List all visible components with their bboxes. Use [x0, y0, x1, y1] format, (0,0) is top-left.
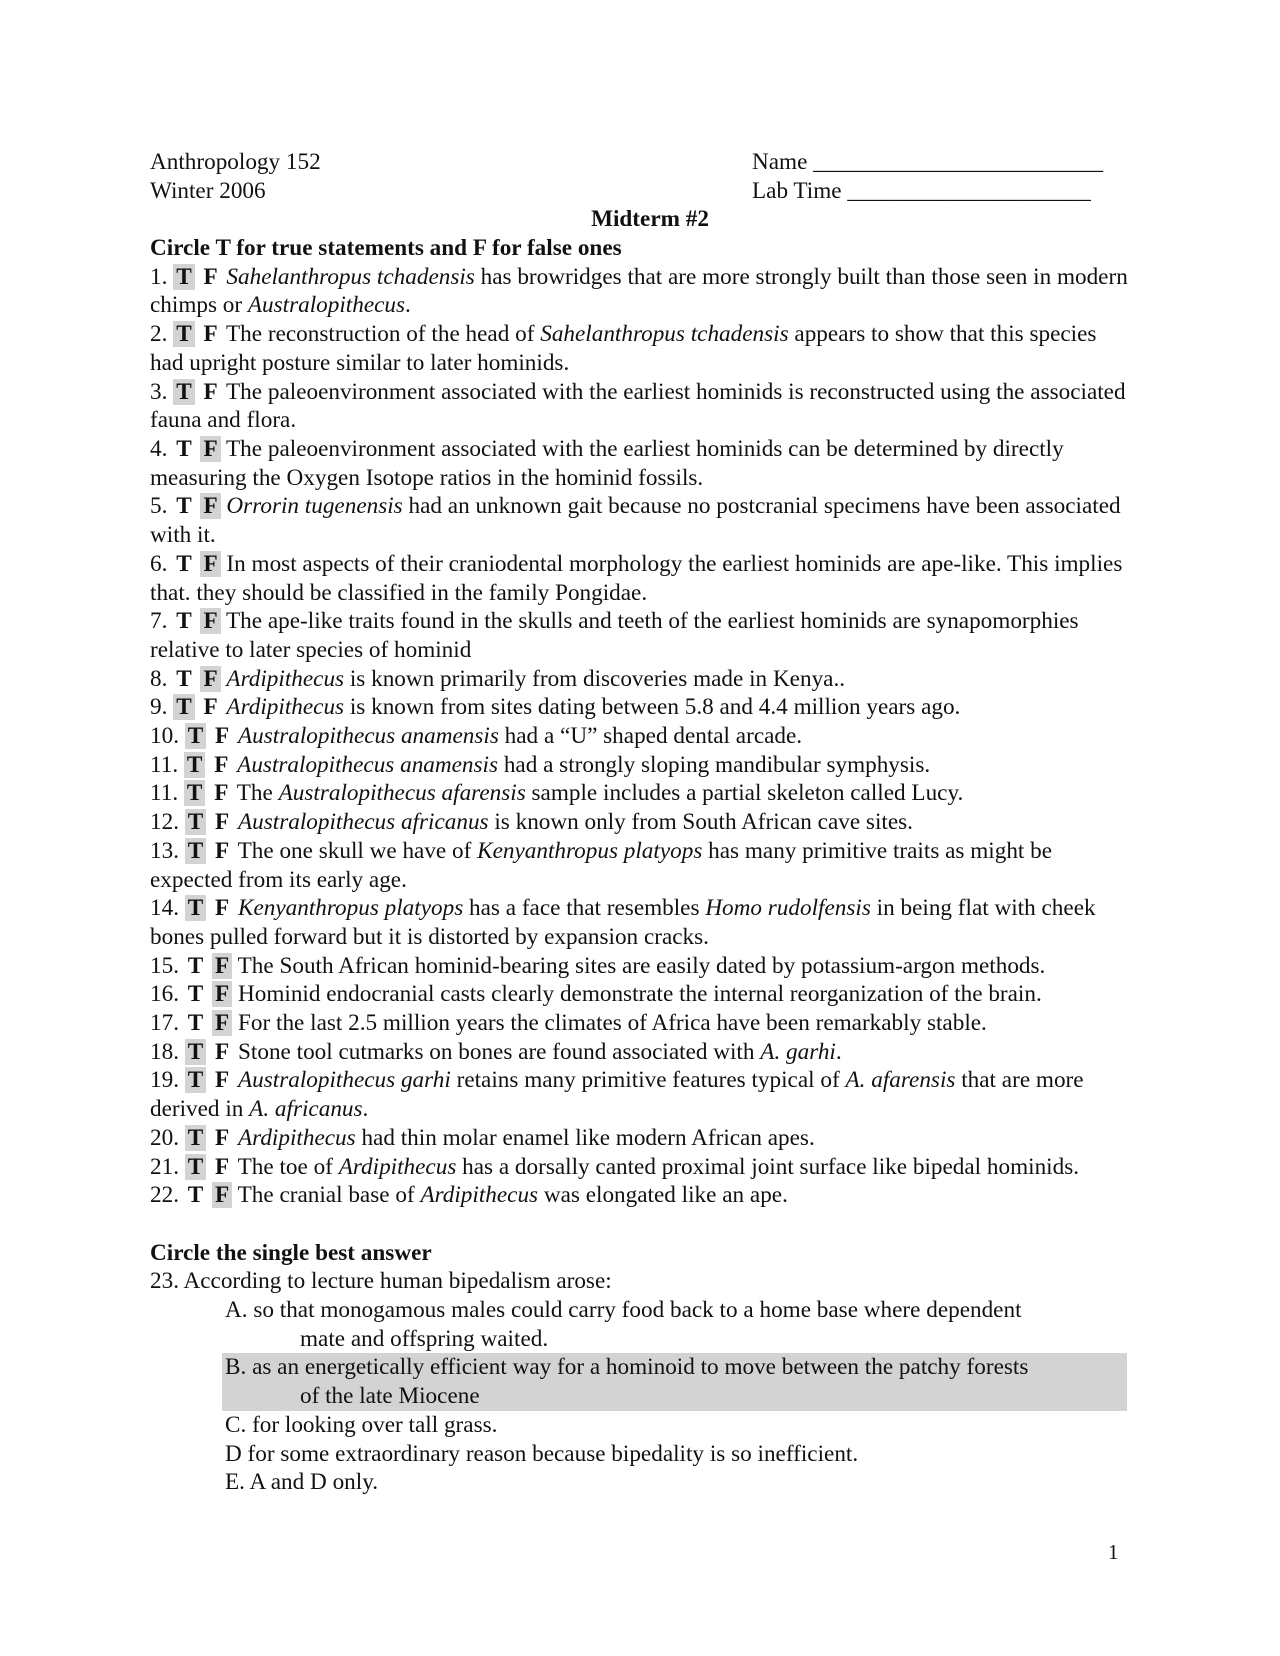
- answer-option[interactable]: [150, 1296, 1130, 1353]
- tf-item: [150, 751, 1130, 780]
- true-option[interactable]: T: [176, 608, 192, 635]
- false-option[interactable]: F: [212, 1010, 232, 1036]
- species-name: Ardipithecus: [338, 1153, 457, 1180]
- header: [150, 148, 1130, 205]
- item-number: 17.: [150, 1010, 179, 1037]
- species-name: Homo rudolfensis: [705, 895, 871, 922]
- statement-text: is known only from South African cave sites.: [488, 809, 913, 836]
- true-option[interactable]: T: [185, 895, 206, 921]
- false-option[interactable]: F: [203, 321, 218, 348]
- item-number: 3.: [150, 378, 168, 405]
- option-label: A.: [225, 1297, 248, 1324]
- item-number: 8.: [150, 665, 168, 692]
- false-option[interactable]: F: [214, 780, 229, 807]
- tf-item: [150, 263, 1130, 320]
- false-option[interactable]: F: [203, 694, 218, 721]
- statement-text: .: [362, 1096, 369, 1123]
- item-number: 11.: [150, 751, 179, 778]
- course-info: [150, 148, 321, 205]
- statement-text: Stone tool cutmarks on bones are found associated with: [238, 1038, 761, 1065]
- false-option[interactable]: F: [200, 551, 220, 577]
- exam-page: [150, 148, 1130, 1497]
- statement-text: has many primitive traits as might be expected from its early age.: [150, 837, 1053, 893]
- false-option[interactable]: F: [212, 953, 232, 979]
- true-option[interactable]: T: [176, 493, 192, 520]
- option-text: A and D only.: [249, 1469, 379, 1496]
- tf-item: [150, 320, 1130, 377]
- true-option[interactable]: T: [185, 1154, 206, 1180]
- option-label: E.: [225, 1469, 245, 1496]
- item-number: 7.: [150, 608, 168, 635]
- true-option[interactable]: T: [173, 694, 194, 720]
- student-info: [752, 148, 1103, 205]
- name-label: Name: [752, 149, 808, 175]
- option-text: for looking over tall grass.: [252, 1411, 498, 1438]
- statement-text: The cranial base of: [237, 1182, 421, 1209]
- statement-text: For the last 2.5 million years the climates of Africa have been remarkably stable.: [238, 1010, 987, 1037]
- lab-time-label: Lab Time: [752, 177, 842, 204]
- true-option[interactable]: T: [187, 1010, 204, 1037]
- species-name: Sahelanthropus tchadensis: [540, 321, 789, 348]
- item-number: 4.: [150, 435, 168, 462]
- item-number: 16.: [150, 981, 179, 1008]
- statement-text: The ape-like traits found in the skulls and teeth of the earliest hominids are synapomorphies relative to later species of hominid: [150, 608, 1079, 663]
- item-number: 18.: [150, 1038, 179, 1065]
- species-name: Ardipithecus: [238, 1124, 356, 1151]
- tf-item: [150, 1038, 1130, 1067]
- statement-text: The reconstruction of the head of: [226, 321, 541, 348]
- tf-item: [150, 952, 1130, 981]
- false-option[interactable]: F: [200, 436, 220, 462]
- statement-text: The South African hominid-bearing sites are easily dated by potassium-argon methods.: [237, 952, 1046, 979]
- page-number: 1: [1108, 1540, 1119, 1564]
- statement-text: has a face that resembles: [463, 895, 706, 922]
- tf-item: [150, 550, 1130, 607]
- statement-text: .: [405, 292, 411, 319]
- option-label: C.: [225, 1411, 247, 1438]
- false-option[interactable]: F: [203, 378, 218, 405]
- section2-instructions: Circle the single best answer: [150, 1239, 432, 1266]
- option-text-continued: mate and offspring waited.: [300, 1325, 549, 1352]
- item-number: 13.: [150, 837, 179, 864]
- statement-text: in being flat with cheek bones pulled forward but it is distorted by expansion cracks.: [150, 895, 1096, 950]
- statement-text: The one skull we have of: [237, 837, 478, 864]
- statement-text: The paleoenvironment associated with the earliest hominids can be determined by directly measuring the Oxygen Isotope ratios in the hominid fossils.: [150, 435, 1064, 491]
- statement-text: was elongated like an ape.: [538, 1182, 788, 1209]
- false-option[interactable]: F: [214, 751, 229, 778]
- tf-item: [150, 435, 1130, 492]
- false-option[interactable]: F: [212, 1182, 232, 1208]
- section1-instructions: Circle T for true statements and F for false ones: [150, 235, 622, 262]
- name-line: _________________________: [813, 149, 1104, 175]
- tf-item: [150, 378, 1130, 435]
- statement-text: In most aspects of their craniodental morphology the earliest hominids are ape-like. This implies that. they should be classified in the family Pongidae.: [150, 550, 1123, 606]
- species-name: Sahelanthropus tchadensis: [226, 263, 475, 290]
- tf-item: [150, 1153, 1130, 1182]
- item-number: 15.: [150, 952, 179, 979]
- true-option[interactable]: T: [176, 435, 192, 462]
- statement-text: had an unknown gait because no postcranial specimens have been associated with it.: [150, 493, 1121, 549]
- false-option[interactable]: F: [200, 493, 220, 519]
- species-name: Australopithecus africanus: [238, 809, 489, 836]
- false-option[interactable]: F: [200, 608, 220, 634]
- species-name: A. garhi: [760, 1038, 836, 1065]
- species-name: Ardipithecus: [226, 694, 345, 721]
- item-number: 20.: [150, 1124, 179, 1151]
- false-option[interactable]: F: [212, 981, 232, 1007]
- true-option[interactable]: T: [185, 838, 206, 864]
- false-option[interactable]: F: [203, 263, 218, 290]
- true-option[interactable]: T: [185, 1039, 206, 1065]
- tf-item: [150, 665, 1130, 694]
- name-field: [752, 148, 1103, 177]
- false-option[interactable]: F: [215, 1124, 230, 1151]
- option-text: as an energetically efficient way for a hominoid to move between the patchy forests: [252, 1354, 1029, 1381]
- false-option[interactable]: F: [215, 1038, 230, 1065]
- tf-item: [150, 808, 1130, 837]
- statement-text: Hominid endocranial casts clearly demonstrate the internal reorganization of the brain.: [238, 981, 1042, 1008]
- true-false-list: [150, 263, 1130, 1210]
- tf-item: [150, 1181, 1130, 1210]
- statement-text: retains many primitive features typical of: [450, 1067, 846, 1094]
- statement-text: has a dorsally canted proximal joint surface like bipedal hominids.: [456, 1153, 1080, 1180]
- item-number: 2.: [150, 321, 168, 348]
- spacer: [150, 1210, 1130, 1239]
- exam-title: Midterm #2: [591, 206, 709, 233]
- tf-item: [150, 779, 1130, 808]
- item-number: 22.: [150, 1182, 179, 1209]
- statement-text: appears to show that this species had upright posture similar to later hominids.: [150, 321, 1097, 376]
- tf-item: [150, 722, 1130, 751]
- statement-text: The toe of: [237, 1153, 339, 1180]
- true-option[interactable]: T: [187, 1182, 204, 1209]
- statement-text: The paleoenvironment associated with the earliest hominids is reconstructed using the associated fauna and flora.: [150, 378, 1126, 434]
- question-23: 23. According to lecture human bipedalism arose:: [150, 1268, 612, 1295]
- species-name: Australopithecus: [247, 292, 406, 319]
- item-number: 6.: [150, 550, 168, 577]
- species-name: Orrorin tugenensis: [226, 493, 403, 520]
- lab-time-field: [752, 177, 1103, 206]
- species-name: Australopithecus anamensis: [237, 751, 499, 778]
- true-option[interactable]: T: [184, 752, 205, 778]
- tf-item: [150, 1066, 1130, 1123]
- statement-text: has browridges that are more strongly built than those seen in modern chimps or: [150, 263, 1128, 319]
- species-name: Australopithecus garhi: [238, 1067, 451, 1094]
- tf-item: [150, 980, 1130, 1009]
- tf-item: [150, 492, 1130, 549]
- species-name: Ardipithecus: [420, 1182, 539, 1209]
- answer-option[interactable]: [222, 1353, 1127, 1410]
- answer-option[interactable]: [150, 1411, 1130, 1440]
- item-number: 5.: [150, 493, 168, 520]
- true-option[interactable]: T: [176, 550, 192, 577]
- statement-text: had a strongly sloping mandibular symphysis.: [498, 751, 931, 778]
- item-number: 11.: [150, 780, 179, 807]
- statement-text: is known from sites dating between 5.8 and 4.4 million years ago.: [344, 694, 961, 721]
- statement-text: had thin molar enamel like modern African apes.: [355, 1124, 815, 1151]
- true-option[interactable]: T: [187, 981, 204, 1008]
- statement-text: is known primarily from discoveries made in Kenya..: [344, 665, 846, 692]
- species-name: Kenyanthropus platyops: [238, 895, 464, 922]
- true-option[interactable]: T: [185, 809, 206, 835]
- true-option[interactable]: T: [184, 780, 205, 806]
- tf-item: [150, 837, 1130, 894]
- true-option[interactable]: T: [173, 264, 194, 290]
- species-name: Australopithecus anamensis: [238, 723, 499, 750]
- item-number: 1.: [150, 263, 168, 290]
- statement-text: had a “U” shaped dental arcade.: [498, 723, 803, 750]
- option-text-continued: of the late Miocene: [300, 1383, 480, 1410]
- item-number: 14.: [150, 895, 179, 922]
- species-name: Australopithecus afarensis: [278, 780, 526, 807]
- statement-text: The: [236, 780, 279, 807]
- statement-text: that are more derived in: [150, 1067, 1084, 1123]
- lab-time-line: _____________________: [847, 177, 1091, 204]
- item-number: 10.: [150, 723, 179, 750]
- statement-text: sample includes a partial skeleton called Lucy.: [525, 780, 964, 807]
- option-text: so that monogamous males could carry food back to a home base where dependent: [253, 1297, 1022, 1324]
- true-option[interactable]: T: [173, 379, 194, 405]
- course-name: Anthropology 152: [150, 149, 321, 175]
- option-label: D: [225, 1440, 242, 1467]
- true-option[interactable]: T: [173, 321, 194, 347]
- option-text: for some extraordinary reason because bipedality is so inefficient.: [247, 1440, 859, 1467]
- option-label: B.: [225, 1354, 247, 1381]
- false-option[interactable]: F: [215, 895, 230, 922]
- tf-item: [150, 894, 1130, 951]
- true-option[interactable]: T: [185, 1067, 206, 1093]
- species-name: Kenyanthropus platyops: [477, 837, 703, 864]
- term: Winter 2006: [150, 177, 266, 204]
- false-option[interactable]: F: [200, 666, 220, 692]
- answer-option[interactable]: [150, 1440, 1130, 1469]
- species-name: A. afarensis: [845, 1067, 956, 1094]
- true-option[interactable]: T: [185, 1125, 206, 1151]
- item-number: 9.: [150, 694, 168, 721]
- item-number: 12.: [150, 809, 179, 836]
- false-option[interactable]: F: [215, 1067, 230, 1094]
- species-name: Ardipithecus: [226, 665, 345, 692]
- tf-item: [150, 693, 1130, 722]
- false-option[interactable]: F: [215, 1153, 230, 1180]
- false-option[interactable]: F: [215, 809, 230, 836]
- false-option[interactable]: F: [215, 837, 230, 864]
- true-option[interactable]: T: [187, 952, 204, 979]
- tf-item: [150, 1124, 1130, 1153]
- true-option[interactable]: T: [185, 723, 206, 749]
- true-option[interactable]: T: [176, 665, 192, 692]
- item-number: 21.: [150, 1153, 179, 1180]
- multiple-choice-options: [150, 1296, 1130, 1497]
- tf-item: [150, 607, 1130, 664]
- statement-text: .: [835, 1038, 842, 1065]
- species-name: A. africanus: [249, 1096, 363, 1123]
- tf-item: [150, 1009, 1130, 1038]
- answer-option[interactable]: [150, 1468, 1130, 1497]
- false-option[interactable]: F: [215, 723, 230, 750]
- item-number: 19.: [150, 1067, 179, 1094]
